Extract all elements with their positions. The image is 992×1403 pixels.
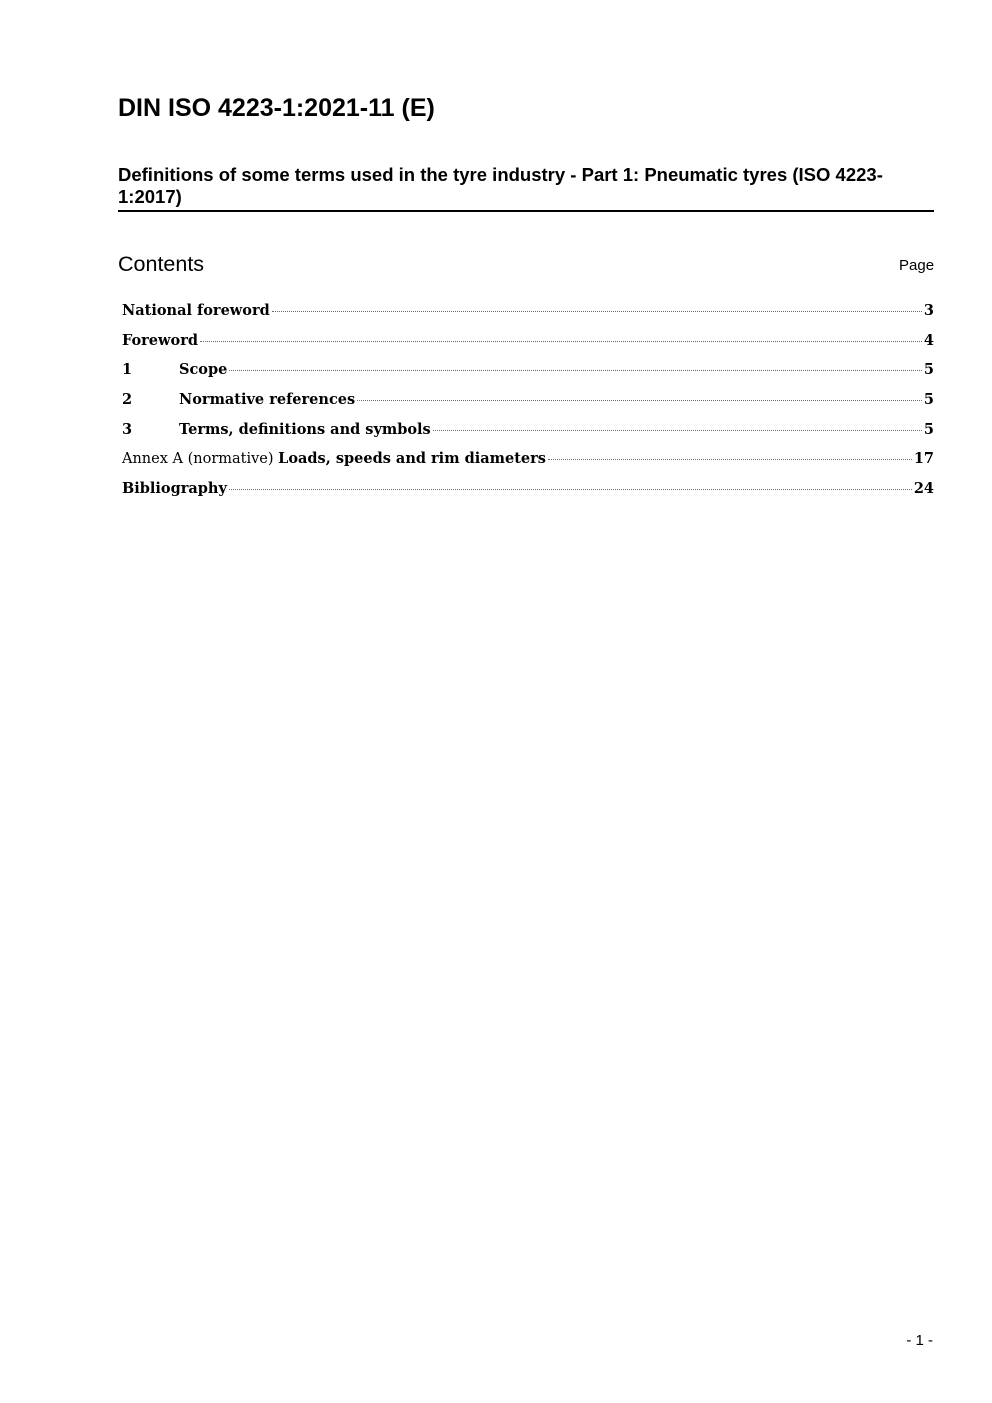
toc-entry-page: 3 [923,302,934,319]
toc-entry-page: 5 [923,420,934,438]
toc-entry-page: 17 [913,450,934,468]
toc-entry-foreword[interactable] [122,328,934,358]
toc-dot-leader [272,311,922,312]
toc-entry-number: 1 [122,361,133,379]
toc-dot-leader [229,489,912,490]
toc-entry-annex-prefix: Annex A (normative) [122,451,279,468]
table-of-contents [122,298,934,506]
toc-entry-page: 4 [923,331,934,349]
toc-entry-page: 5 [923,361,934,379]
toc-entry-page: 5 [923,391,934,409]
toc-entry-label: Bibliography [122,480,227,498]
toc-entry-label: Normative references [179,391,356,409]
page-column-label: Page [899,257,935,274]
title-divider [118,210,934,212]
toc-entry-scope[interactable] [122,357,934,387]
toc-entry-label: Scope [179,361,228,379]
toc-entry-annex-a[interactable] [122,446,934,476]
toc-entry-page: 24 [913,480,934,498]
toc-entry-national-foreword[interactable] [122,298,934,328]
toc-entry-terms-definitions[interactable] [122,417,934,447]
document-subtitle: Definitions of some terms used in the tyre industry - Part 1: Pneumatic tyres (ISO 4223-1:2017) [118,164,883,207]
toc-dot-leader [229,370,922,371]
document-title: DIN ISO 4223-1:2021-11 (E) [118,94,435,122]
toc-entry-number: 2 [122,391,133,409]
toc-entry-label: National foreword [122,302,270,319]
toc-entry-label: Terms, definitions and symbols [179,420,431,438]
toc-entry-label: Foreword [122,331,198,349]
toc-entry-normative-references[interactable] [122,387,934,417]
toc-dot-leader [357,400,922,401]
toc-dot-leader [548,459,912,460]
toc-dot-leader [433,430,922,431]
contents-heading: Contents [118,252,205,276]
toc-entry-bibliography[interactable] [122,476,934,506]
toc-entry-number: 3 [122,420,133,438]
toc-entry-label [122,446,546,472]
footer-page-number: - 1 - [906,1332,933,1349]
toc-entry-annex-title: Loads, speeds and rim diameters [278,450,546,468]
toc-dot-leader [200,341,922,342]
